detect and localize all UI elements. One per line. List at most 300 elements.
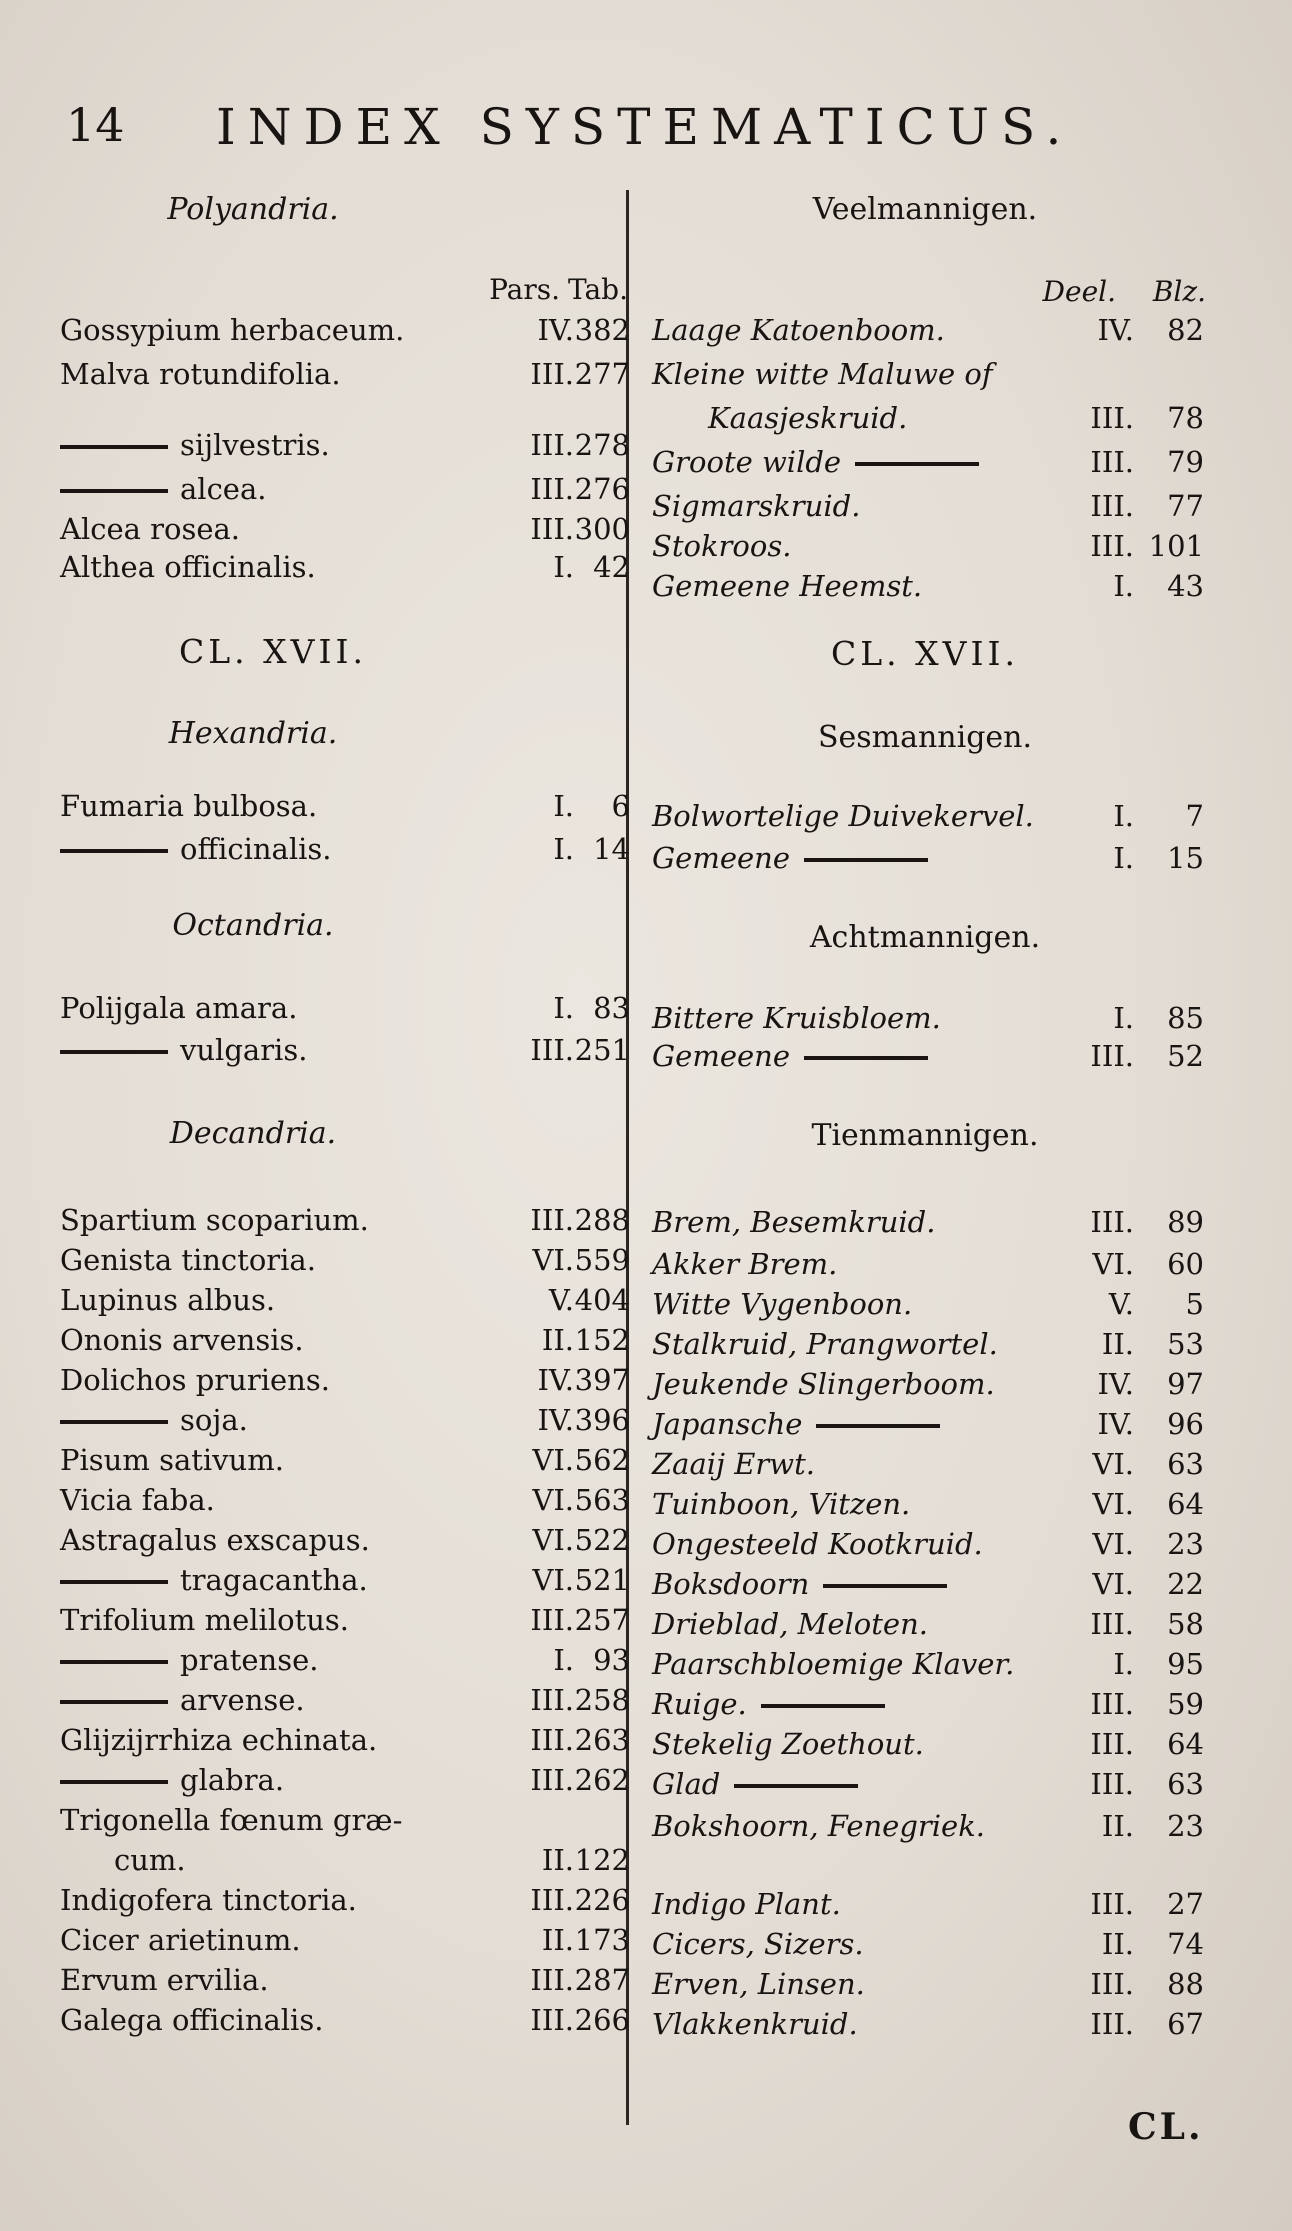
- dutch-name: [652, 1924, 864, 1964]
- latin-name-text: Cicer arietinum.: [60, 1923, 301, 1957]
- latin-name-text: tragacantha.: [180, 1563, 368, 1597]
- index-entry: [644, 1846, 1206, 1886]
- index-entry: [644, 1604, 1206, 1644]
- latin-name: [60, 988, 297, 1028]
- blz-value: 78: [1167, 401, 1204, 435]
- deel-value: III.: [1090, 445, 1134, 479]
- latin-name-text: Vicia faba.: [60, 1483, 215, 1517]
- index-entry: [56, 988, 630, 1028]
- dutch-name: [652, 1404, 940, 1444]
- ditto-dash: [816, 1424, 940, 1428]
- pars-value: I.: [553, 789, 574, 823]
- latin-name: [60, 509, 240, 549]
- index-entry: [56, 509, 630, 549]
- tab-value: 266: [574, 2003, 630, 2037]
- tab-value: 83: [593, 991, 630, 1025]
- latin-name-text: Ononis arvensis.: [60, 1323, 304, 1357]
- latin-name-text: Dolichos pruriens.: [60, 1363, 330, 1397]
- column-header-pars: Pars.: [489, 273, 560, 306]
- tab-value: 559: [574, 1243, 630, 1277]
- latin-name: [60, 1030, 307, 1070]
- index-entry: [644, 1324, 1206, 1364]
- latin-name-text: Lupinus albus.: [60, 1283, 276, 1317]
- dutch-name-text: Bolwortelige Duivekervel.: [652, 799, 1034, 833]
- dutch-name: [652, 1036, 928, 1076]
- latin-name-text: Glijzijrrhiza echinata.: [60, 1723, 378, 1757]
- tab-value: 278: [574, 428, 630, 462]
- tab-value: 6: [611, 789, 630, 823]
- blz-value: 97: [1167, 1367, 1204, 1401]
- dutch-name-text: Brem, Besemkruid.: [652, 1205, 936, 1239]
- latin-name: [60, 1400, 248, 1440]
- blz-value: 59: [1167, 1687, 1204, 1721]
- latin-name: [60, 829, 331, 869]
- index-entry: [56, 1920, 630, 1960]
- dutch-name-text: Boksdoorn: [652, 1567, 810, 1601]
- dutch-name-text: Groote wilde: [652, 445, 842, 479]
- tab-value: 14: [593, 832, 630, 866]
- pars-value: III.: [530, 1963, 574, 1997]
- pars-value: III.: [530, 1683, 574, 1717]
- dutch-name-text: Gemeene: [652, 1039, 790, 1073]
- latin-name-text: glabra.: [180, 1763, 285, 1797]
- tab-value: 258: [574, 1683, 630, 1717]
- index-entry: [644, 1036, 1206, 1076]
- deel-value: I.: [1113, 569, 1134, 603]
- tab-value: 562: [574, 1443, 630, 1477]
- section-heading: Sesmannigen.: [817, 720, 1033, 755]
- index-entry: [56, 1600, 630, 1640]
- index-entry: [56, 1200, 630, 1240]
- deel-value: III.: [1090, 1887, 1134, 1921]
- blz-value: 67: [1167, 2007, 1204, 2041]
- index-entry: [56, 1680, 630, 1720]
- blz-value: 63: [1167, 1767, 1204, 1801]
- dutch-name-text: Gemeene Heemst.: [652, 569, 923, 603]
- latin-name-text: Althea officinalis.: [60, 550, 316, 584]
- dutch-name-text: Glad: [652, 1767, 721, 1801]
- pars-value: I.: [553, 991, 574, 1025]
- dutch-name: [652, 1644, 1014, 1684]
- dutch-name: [652, 566, 922, 606]
- pars-value: IV.: [537, 1363, 574, 1397]
- deel-value: III.: [1090, 1727, 1134, 1761]
- pars-value: III.: [530, 1883, 574, 1917]
- index-entry: [644, 2004, 1206, 2044]
- deel-value: III.: [1090, 401, 1134, 435]
- dutch-name: [652, 1884, 841, 1924]
- column-header-tab: Tab.: [567, 273, 628, 306]
- latin-name-text: cum.: [114, 1843, 186, 1877]
- dutch-name-text: Laage Katoenboom.: [652, 313, 945, 347]
- tab-value: 277: [574, 357, 630, 391]
- index-entry: [56, 425, 630, 465]
- latin-name: [60, 1760, 284, 1800]
- tab-value: 396: [574, 1403, 630, 1437]
- index-entry: [644, 1884, 1206, 1924]
- column-header-deel: Deel.: [1042, 275, 1116, 308]
- section-heading: Veelmannigen.: [812, 192, 1038, 227]
- deel-value: VI.: [1092, 1447, 1134, 1481]
- index-entry: [56, 2000, 630, 2040]
- dutch-name-text: Stokroos.: [652, 529, 792, 563]
- dutch-name-text: Stekelig Zoethout.: [652, 1727, 924, 1761]
- latin-name: [60, 1680, 305, 1720]
- ditto-dash: [60, 1580, 168, 1584]
- pars-value: I.: [553, 1643, 574, 1677]
- dutch-name: [652, 1604, 928, 1644]
- deel-value: IV.: [1097, 313, 1134, 347]
- dutch-name-text: Indigo Plant.: [652, 1887, 841, 1921]
- blz-value: 88: [1167, 1967, 1204, 2001]
- blz-value: 82: [1167, 313, 1204, 347]
- section-heading: Polyandria.: [167, 192, 339, 227]
- index-entry: [56, 1840, 630, 1880]
- index-entry: [56, 1560, 630, 1600]
- index-entry: [56, 1320, 630, 1360]
- latin-name-text: sijlvestris.: [180, 428, 330, 462]
- latin-name-text: Trigonella fœnum græ-: [60, 1803, 403, 1837]
- deel-value: V.: [1108, 1287, 1134, 1321]
- latin-name: [60, 547, 316, 587]
- deel-value: II.: [1101, 1809, 1134, 1843]
- dutch-name: [652, 1724, 924, 1764]
- index-entry: [56, 1480, 630, 1520]
- index-entry: [56, 1640, 630, 1680]
- ditto-dash: [60, 1050, 168, 1054]
- latin-name: [114, 1840, 186, 1880]
- index-entry: [644, 310, 1206, 350]
- blz-value: 23: [1167, 1527, 1204, 1561]
- tab-value: 521: [574, 1563, 630, 1597]
- deel-value: VI.: [1092, 1527, 1134, 1561]
- tab-value: 93: [593, 1643, 630, 1677]
- latin-name: [60, 2000, 323, 2040]
- index-entry: [644, 998, 1206, 1038]
- pars-value: VI.: [532, 1443, 574, 1477]
- latin-name: [60, 1880, 357, 1920]
- latin-name: [60, 425, 330, 465]
- latin-name: [60, 310, 404, 350]
- index-entry: [644, 1724, 1206, 1764]
- dutch-name: [652, 1244, 837, 1284]
- pars-value: I.: [553, 550, 574, 584]
- latin-name: [60, 469, 266, 509]
- pars-value: III.: [530, 472, 574, 506]
- latin-name-text: Malva rotundifolia.: [60, 357, 341, 391]
- tab-value: 226: [574, 1883, 630, 1917]
- dutch-name: [708, 398, 907, 438]
- deel-value: III.: [1090, 1039, 1134, 1073]
- latin-name: [60, 1920, 301, 1960]
- dutch-name: [652, 442, 979, 482]
- deel-value: III.: [1090, 1205, 1134, 1239]
- dutch-name-text: Cicers, Sizers.: [652, 1927, 864, 1961]
- pars-value: VI.: [532, 1523, 574, 1557]
- index-entry: [644, 1524, 1206, 1564]
- deel-value: III.: [1090, 529, 1134, 563]
- deel-value: IV.: [1097, 1367, 1134, 1401]
- index-entry: [56, 547, 630, 587]
- tab-value: 263: [574, 1723, 630, 1757]
- blz-value: 64: [1167, 1727, 1204, 1761]
- index-entry: [56, 469, 630, 509]
- blz-value: 15: [1167, 841, 1204, 875]
- blz-value: 53: [1167, 1327, 1204, 1361]
- deel-value: I.: [1113, 1647, 1134, 1681]
- latin-name-text: Genista tinctoria.: [60, 1243, 316, 1277]
- deel-value: III.: [1090, 1687, 1134, 1721]
- latin-name-text: Spartium scoparium.: [60, 1203, 369, 1237]
- ditto-dash: [60, 1780, 168, 1784]
- blz-value: 27: [1167, 1887, 1204, 1921]
- dutch-name: [652, 1284, 912, 1324]
- blz-value: 52: [1167, 1039, 1204, 1073]
- tab-value: 122: [574, 1843, 630, 1877]
- ditto-dash: [60, 489, 168, 493]
- deel-value: VI.: [1092, 1487, 1134, 1521]
- latin-name-text: alcea.: [180, 472, 267, 506]
- dutch-name: [652, 1202, 935, 1242]
- dutch-name-text: Japansche: [652, 1407, 803, 1441]
- index-entry: [644, 354, 1206, 394]
- tab-value: 563: [574, 1483, 630, 1517]
- pars-value: II.: [541, 1843, 574, 1877]
- index-entry: [56, 786, 630, 826]
- dutch-name-text: Stalkruid, Prangwortel.: [652, 1327, 998, 1361]
- dutch-name: [652, 310, 945, 350]
- latin-name-text: pratense.: [180, 1643, 319, 1677]
- ditto-dash: [761, 1704, 885, 1708]
- pars-value: II.: [541, 1323, 574, 1357]
- blz-value: 74: [1167, 1927, 1204, 1961]
- pars-value: III.: [530, 357, 574, 391]
- blz-value: 95: [1167, 1647, 1204, 1681]
- index-entry: [644, 1444, 1206, 1484]
- index-entry: [644, 796, 1206, 836]
- index-entry: [644, 526, 1206, 566]
- dutch-name-text: Kaasjeskruid.: [708, 401, 908, 435]
- pars-value: VI.: [532, 1483, 574, 1517]
- dutch-name-text: Vlakkenkruid.: [652, 2007, 858, 2041]
- pars-value: IV.: [537, 313, 574, 347]
- blz-value: 22: [1167, 1567, 1204, 1601]
- deel-value: III.: [1090, 1607, 1134, 1641]
- pars-value: III.: [530, 2003, 574, 2037]
- dutch-name: [652, 1484, 910, 1524]
- index-entry: [644, 1924, 1206, 1964]
- index-entry: [56, 1760, 630, 1800]
- ditto-dash: [804, 1056, 928, 1060]
- blz-value: 101: [1148, 529, 1204, 563]
- tab-value: 42: [593, 550, 630, 584]
- pars-value: IV.: [537, 1403, 574, 1437]
- index-entry: [644, 398, 1206, 438]
- index-entry: [56, 1440, 630, 1480]
- index-entry: [56, 1400, 630, 1440]
- catchword: CL.: [1128, 2106, 1204, 2148]
- pars-value: III.: [530, 1203, 574, 1237]
- dutch-name-text: Paarschbloemige Klaver.: [652, 1647, 1015, 1681]
- blz-value: 96: [1167, 1407, 1204, 1441]
- pars-value: I.: [553, 832, 574, 866]
- latin-name-text: soja.: [180, 1403, 248, 1437]
- index-entry: [644, 1644, 1206, 1684]
- tab-value: 300: [574, 512, 630, 546]
- dutch-name-text: Kleine witte Maluwe of: [652, 357, 993, 391]
- index-entry: [644, 1764, 1206, 1804]
- blz-value: 7: [1185, 799, 1204, 833]
- index-entry: [644, 1284, 1206, 1324]
- pars-value: III.: [530, 1763, 574, 1797]
- blz-value: 60: [1167, 1247, 1204, 1281]
- pars-value: III.: [530, 428, 574, 462]
- latin-name: [60, 1960, 269, 2000]
- pars-value: III.: [530, 1603, 574, 1637]
- pars-value: III.: [530, 1723, 574, 1757]
- ditto-dash: [734, 1784, 858, 1788]
- dutch-name: [652, 838, 928, 878]
- pars-value: VI.: [532, 1243, 574, 1277]
- section-heading: Tienmannigen.: [811, 1118, 1039, 1153]
- tab-value: 287: [574, 1963, 630, 1997]
- latin-name-text: Polijgala amara.: [60, 991, 298, 1025]
- latin-name: [60, 1640, 318, 1680]
- latin-name-text: Pisum sativum.: [60, 1443, 284, 1477]
- index-entry: [644, 1364, 1206, 1404]
- index-entry: [56, 1800, 630, 1840]
- ditto-dash: [60, 1660, 168, 1664]
- index-entry: [56, 1280, 630, 1320]
- dutch-name-text: Akker Brem.: [652, 1247, 838, 1281]
- dutch-name: [652, 2004, 858, 2044]
- blz-value: 5: [1185, 1287, 1204, 1321]
- tab-value: 251: [574, 1033, 630, 1067]
- index-entry: [644, 1404, 1206, 1444]
- blz-value: 64: [1167, 1487, 1204, 1521]
- latin-name: [60, 1600, 349, 1640]
- class-heading: CL. XVII.: [178, 632, 368, 671]
- page-number: 14: [66, 98, 125, 152]
- latin-name-text: Fumaria bulbosa.: [60, 789, 318, 823]
- page-title: INDEX SYSTEMATICUS.: [216, 98, 1074, 156]
- dutch-name-text: Bittere Kruisbloem.: [652, 1001, 941, 1035]
- tab-value: 397: [574, 1363, 630, 1397]
- deel-value: II.: [1101, 1927, 1134, 1961]
- index-entry: [644, 1202, 1206, 1242]
- latin-name: [60, 1520, 370, 1560]
- pars-value: V.: [548, 1283, 574, 1317]
- dutch-name: [652, 526, 791, 566]
- latin-name: [60, 1280, 275, 1320]
- blz-value: 23: [1167, 1809, 1204, 1843]
- latin-name-text: arvense.: [180, 1683, 305, 1717]
- blz-value: 89: [1167, 1205, 1204, 1239]
- latin-name-text: officinalis.: [180, 832, 332, 866]
- index-entry: [56, 1520, 630, 1560]
- tab-value: 404: [574, 1283, 630, 1317]
- index-entry: [644, 1964, 1206, 2004]
- section-heading: Hexandria.: [168, 716, 338, 751]
- dutch-name: [652, 1564, 947, 1604]
- dutch-name: [652, 1444, 815, 1484]
- deel-value: I.: [1113, 1001, 1134, 1035]
- blz-value: 58: [1167, 1607, 1204, 1641]
- latin-name-text: Trifolium melilotus.: [60, 1603, 349, 1637]
- latin-name: [60, 1440, 284, 1480]
- dutch-name-text: Ongesteeld Kootkruid.: [652, 1527, 983, 1561]
- latin-name: [60, 1360, 330, 1400]
- index-entry: [56, 1360, 630, 1400]
- index-entry: [56, 354, 630, 394]
- dutch-name: [652, 1964, 865, 2004]
- latin-name-text: Gossypium herbaceum.: [60, 313, 405, 347]
- dutch-name: [652, 796, 1034, 836]
- latin-name-text: Astragalus exscapus.: [60, 1523, 370, 1557]
- index-entry: [56, 1240, 630, 1280]
- index-entry: [644, 1684, 1206, 1724]
- dutch-name: [652, 998, 941, 1038]
- index-entry: [644, 838, 1206, 878]
- dutch-name-text: Bokshoorn, Fenegriek.: [652, 1809, 985, 1843]
- dutch-name-text: Ruige.: [652, 1687, 747, 1721]
- latin-name-text: Indigofera tinctoria.: [60, 1883, 357, 1917]
- deel-value: III.: [1090, 1767, 1134, 1801]
- tab-value: 276: [574, 472, 630, 506]
- ditto-dash: [60, 1420, 168, 1424]
- latin-name: [60, 1240, 316, 1280]
- dutch-name: [652, 1364, 995, 1404]
- dutch-name-text: Tuinboon, Vitzen.: [652, 1487, 911, 1521]
- ditto-dash: [855, 462, 979, 466]
- section-heading: Achtmannigen.: [809, 920, 1041, 955]
- tab-value: 152: [574, 1323, 630, 1357]
- class-heading: CL. XVII.: [830, 634, 1020, 673]
- deel-value: I.: [1113, 841, 1134, 875]
- tab-value: 288: [574, 1203, 630, 1237]
- dutch-name: [652, 1764, 858, 1804]
- deel-value: VI.: [1092, 1247, 1134, 1281]
- latin-name-text: Ervum ervilia.: [60, 1963, 269, 1997]
- pars-value: VI.: [532, 1563, 574, 1597]
- dutch-name-text: Drieblad, Meloten.: [652, 1607, 928, 1641]
- deel-value: I.: [1113, 799, 1134, 833]
- blz-value: 79: [1167, 445, 1204, 479]
- pars-value: III.: [530, 512, 574, 546]
- blz-value: 85: [1167, 1001, 1204, 1035]
- dutch-name: [652, 1806, 985, 1846]
- blz-value: 77: [1167, 489, 1204, 523]
- ditto-dash: [60, 445, 168, 449]
- index-entry: [644, 1244, 1206, 1284]
- pars-value: III.: [530, 1033, 574, 1067]
- tab-value: 522: [574, 1523, 630, 1557]
- index-entry: [644, 486, 1206, 526]
- blz-value: 63: [1167, 1447, 1204, 1481]
- index-entry: [56, 310, 630, 350]
- deel-value: III.: [1090, 489, 1134, 523]
- dutch-name-text: Witte Vygenboon.: [652, 1287, 913, 1321]
- tab-value: 257: [574, 1603, 630, 1637]
- index-entry: [644, 1564, 1206, 1604]
- deel-value: II.: [1101, 1327, 1134, 1361]
- latin-name: [60, 354, 341, 394]
- index-entry: [56, 829, 630, 869]
- index-entry: [644, 1484, 1206, 1524]
- deel-value: III.: [1090, 1967, 1134, 2001]
- pars-value: II.: [541, 1923, 574, 1957]
- latin-name: [60, 1720, 377, 1760]
